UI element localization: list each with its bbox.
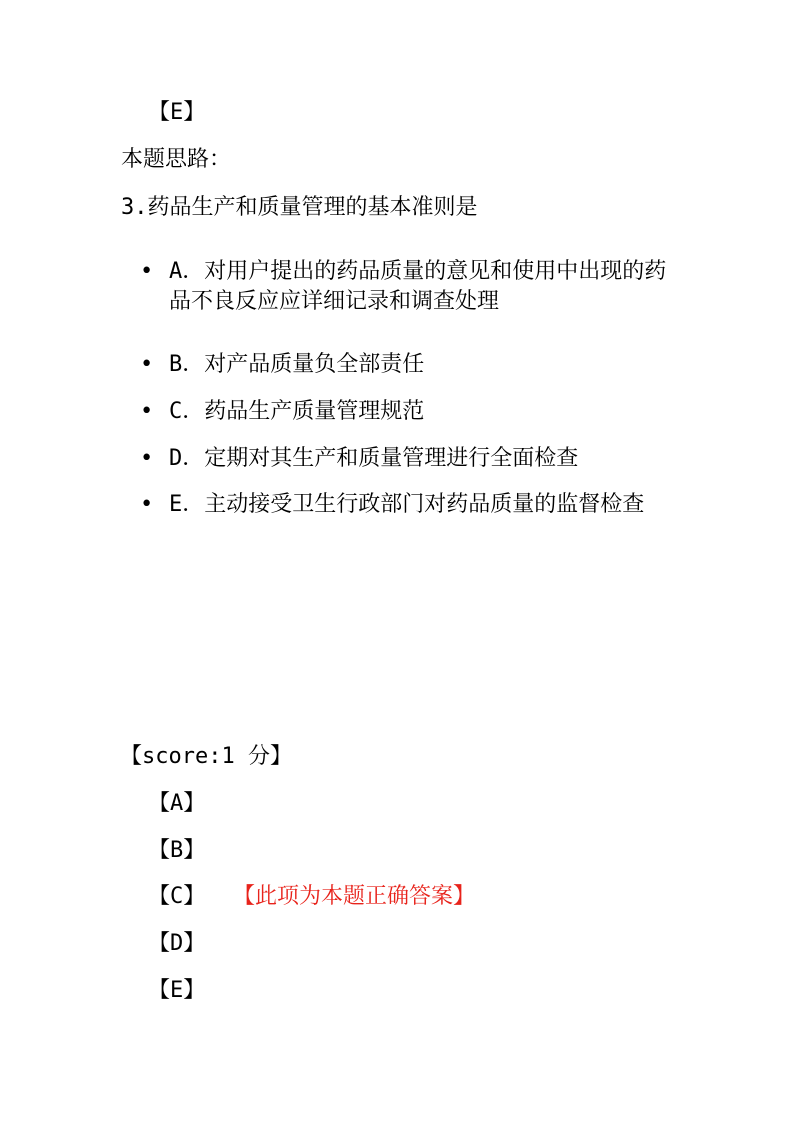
- correct-answer-marker: 【此项为本题正确答案】: [233, 884, 476, 909]
- option-e-text: E．主动接受卫生行政部门对药品质量的监督检查: [169, 492, 645, 517]
- option-a-text: A．对用户提出的药品质量的意见和使用中出现的药品不良反应应详细记录和调查处理: [169, 259, 667, 314]
- option-b-text: B．对产品质量负全部责任: [169, 352, 425, 377]
- score-label: 【score:1 分】: [120, 744, 292, 769]
- answer-e-label: 【E】: [148, 978, 206, 1003]
- question-text: 3.药品生产和质量管理的基本准则是: [121, 195, 478, 220]
- answer-a-label: 【A】: [148, 791, 206, 816]
- reasoning-label: 本题思路：: [121, 147, 232, 172]
- bullet-icon: •: [140, 492, 154, 517]
- bullet-icon: •: [140, 399, 154, 424]
- bullet-icon: •: [140, 352, 154, 377]
- option-c-text: C．药品生产质量管理规范: [169, 399, 425, 424]
- answer-c-label: 【C】: [148, 884, 206, 909]
- answer-b-label: 【B】: [148, 838, 206, 863]
- previous-answer-label: 【E】: [148, 100, 206, 125]
- answer-d-label: 【D】: [148, 931, 206, 956]
- bullet-icon: •: [140, 446, 154, 471]
- option-d-text: D．定期对其生产和质量管理进行全面检查: [169, 446, 579, 471]
- bullet-icon: •: [140, 259, 154, 284]
